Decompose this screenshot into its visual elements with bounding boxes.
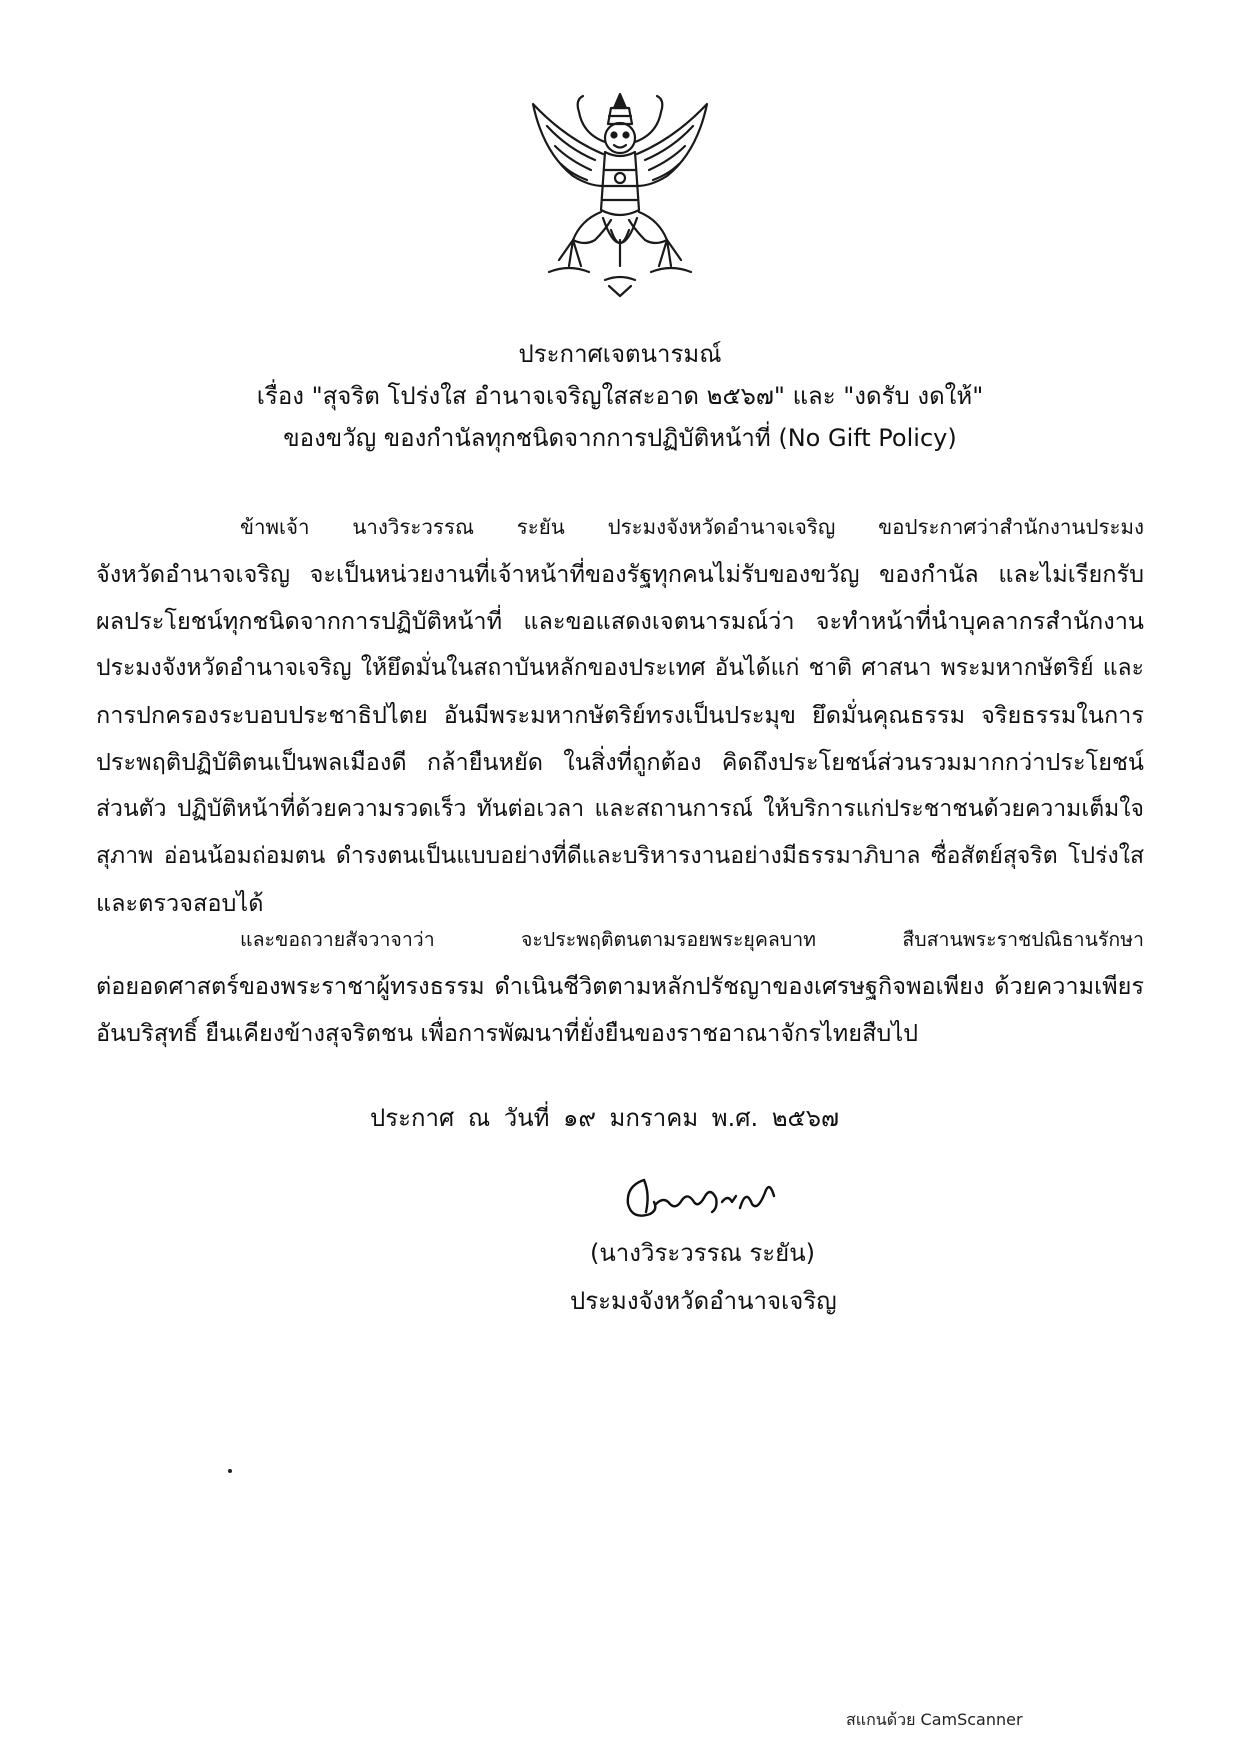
signer-position: ประมงจังหวัดอำนาจเจริญ [570,1287,837,1315]
paragraph-line: อันบริสุทธิ์ ยืนเคียงข้างสุจริตชน เพื่อการพัฒนาที่ยั่งยืนของราชอาณาจักรไทยสืบไป [96,1019,919,1047]
signer-name: (นางวิระวรรณ ระยัน) [590,1239,815,1267]
paragraph-line: ส่วนตัว ปฏิบัติหน้าที่ด้วยความรวดเร็ว ทันต่อเวลา และสถานการณ์ ให้บริการแก่ประชาชนด้วยความเต็มใจ [96,796,1144,822]
paragraph-line: ประพฤติปฏิบัติตนเป็นพลเมืองดี กล้ายืนหยัด ในสิ่งที่ถูกต้อง คิดถึงประโยชน์ส่วนรวมมากกว่าประโยชน์ [96,748,1144,776]
paragraph-line: ข้าพเจ้า นางวิระวรรณ ระยัน ประมงจังหวัดอำนาจเจริญ ขอประกาศว่าสำนักงานประมง [240,515,1144,539]
paragraph-line: สุภาพ อ่อนน้อมถ่อมตน ดำรงตนเป็นแบบอย่างที่ดีและบริหารงานอย่างมีธรรมาภิบาล ซื่อสัตย์สุจริต โปร่งใส [96,843,1144,869]
scan-speck [228,1469,232,1473]
declaration-paragraph [96,504,1144,927]
paragraph-line: ผลประโยชน์ทุกชนิดจากการปฏิบัติหน้าที่ และขอแสดงเจตนารมณ์ว่า จะทำหน้าที่นำบุคลากรสำนักงาน [96,607,1144,635]
paragraph-line: และตรวจสอบได้ [96,889,264,917]
subject-line: เรื่อง "สุจริต โปร่งใส อำนาจเจริญใสสะอาด ๒๕๖๗" และ "งดรับ งดให้" [256,382,984,410]
paragraph-line: จังหวัดอำนาจเจริญ จะเป็นหน่วยงานที่เจ้าหน้าที่ของรัฐทุกคนไม่รับของขวัญ ของกำนัล และไม่เรียกรับ [96,560,1144,588]
oath-paragraph [96,916,1144,1057]
handwritten-signature-icon [620,1168,780,1224]
subject-line-continued: ของขวัญ ของกำนัลทุกชนิดจากการปฏิบัติหน้าที่ (No Gift Policy) [283,424,957,452]
garuda-emblem-icon [525,90,715,300]
paragraph-line: ต่อยอดศาสตร์ของพระราชาผู้ทรงธรรม ดำเนินชีวิตตามหลักปรัชญาของเศรษฐกิจพอเพียง ด้วยความเพียร [96,972,1144,1000]
scanner-watermark: สแกนด้วย CamScanner [846,1710,1023,1729]
paragraph-line: ประมงจังหวัดอำนาจเจริญ ให้ยึดมั่นในสถาบันหลักของประเทศ อันได้แก่ ชาติ ศาสนา พระมหากษัตริย์ และ [96,655,1144,681]
paragraph-line: และขอถวายสัจวาจาว่า จะประพฤติตนตามรอยพระยุคลบาท สืบสานพระราชปณิธานรักษา [240,928,1144,951]
document-heading: ประกาศเจตนารมณ์ [518,340,722,368]
announcement-date: ประกาศ ณ วันที่ ๑๙ มกราคม พ.ศ. ๒๕๖๗ [370,1104,839,1132]
paragraph-line: การปกครองระบอบประชาธิปไตย อันมีพระมหากษัตริย์ทรงเป็นประมุข ยึดมั่นคุณธรรม จริยธรรมในการ [96,701,1144,729]
